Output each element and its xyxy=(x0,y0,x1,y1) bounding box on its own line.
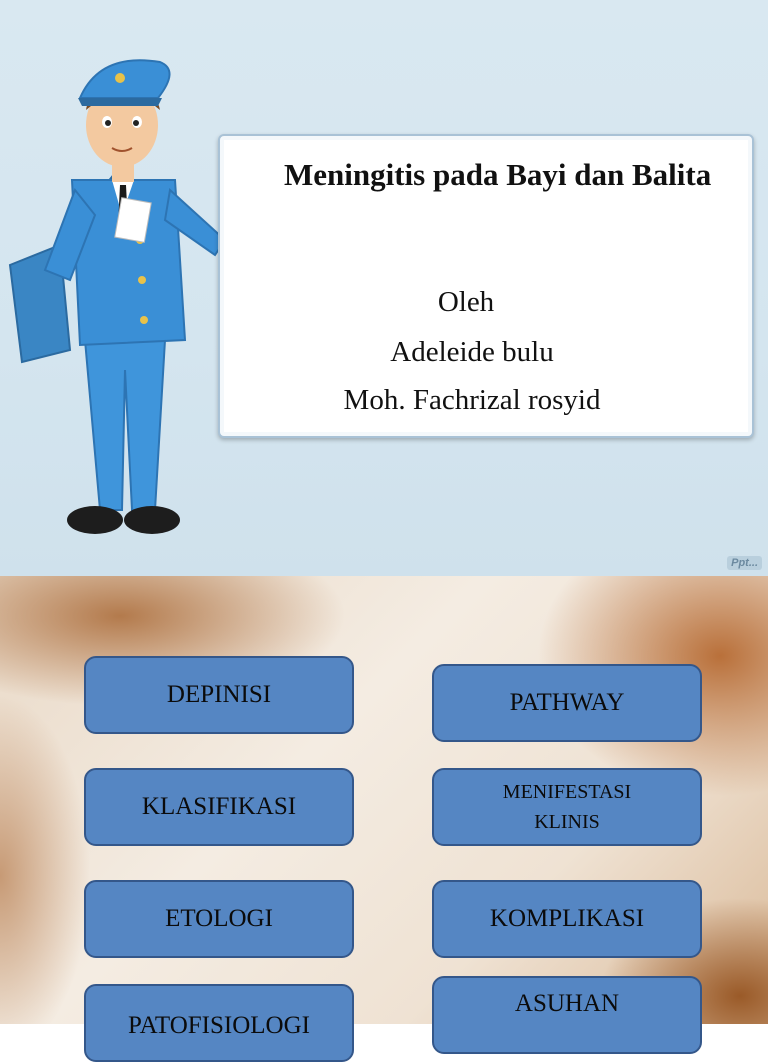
menu-button-asuhan[interactable]: ASUHAN xyxy=(432,976,702,1054)
menu-button-manifestasi[interactable]: MENIFESTASI KLINIS xyxy=(432,768,702,846)
menu-button-etologi[interactable]: ETOLOGI xyxy=(84,880,354,958)
presentation-title: Meningitis pada Bayi dan Balita xyxy=(284,157,712,192)
title-card xyxy=(218,134,754,438)
menu-slide xyxy=(0,576,768,1039)
menu-button-komplikasi[interactable]: KOMPLIKASI xyxy=(432,880,702,958)
menu-button-klasifikasi[interactable]: KLASIFIKASI xyxy=(84,768,354,846)
menu-button-pathway[interactable]: PATHWAY xyxy=(432,664,702,742)
author-name: Adeleide bulu xyxy=(390,336,554,368)
author-name: Moh. Fachrizal rosyid xyxy=(343,384,601,416)
menu-button-patofisiologi[interactable]: PATOFISIOLOGI xyxy=(84,984,354,1062)
by-label: Oleh xyxy=(437,286,495,318)
menu-button-depinisi[interactable]: DEPINISI xyxy=(84,656,354,734)
watermark-logo: Ppt... xyxy=(727,556,762,570)
